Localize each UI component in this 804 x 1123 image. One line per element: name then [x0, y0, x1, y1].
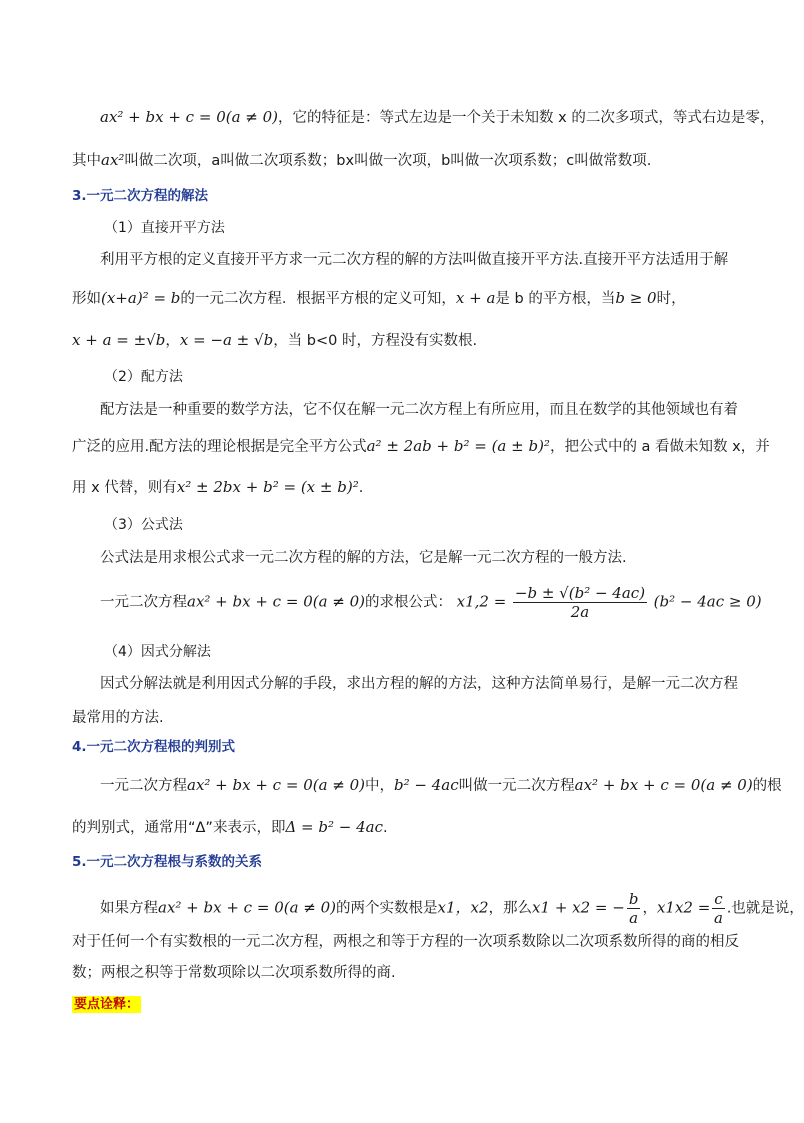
section-3-heading: 3.一元二次方程的解法	[72, 188, 209, 204]
vieta-line-1: 如果方程ax² + bx + c = 0(a ≠ 0)的两个实数根是x1，x2，那么x1 + x2 = − $\frac{b}{a}$ ，x1x2 = $\frac{c}{a}$ .也就是说，	[100, 890, 804, 927]
intro-line-2: 其中ax²叫做二次项，a叫做二次项系数；bx叫做一次项，b叫做一次项系数；c叫做常数项.	[72, 151, 652, 169]
method-1-line-2: 形如(x+a)² = b的一元二次方程．根据平方根的定义可知，x + a是 b 的平方根，当b ≥ 0时，	[72, 289, 686, 307]
quadratic-formula-fraction: $\frac{\text{−b ± √(b² − 4ac)}}{2a}$	[514, 584, 646, 621]
method-3-title: （3）公式法	[104, 517, 183, 533]
section-5-heading: 5.一元二次方程根与系数的关系	[72, 854, 263, 870]
method-1-line-1: 利用平方根的定义直接开平方求一元二次方程的解的方法叫做直接开平方法.直接开平方法适用于解	[100, 252, 729, 268]
method-2-line-1: 配方法是一种重要的数学方法，它不仅在解一元二次方程上有所应用，而且在数学的其他领域也有着	[100, 402, 738, 418]
method-2-line-2: 广泛的应用.配方法的理论根据是完全平方公式a² ± 2ab + b² = (a ± b)²，把公式中的 a 看做未知数 x，并	[72, 437, 770, 455]
method-2-title: （2）配方法	[104, 369, 183, 385]
method-2-line-3: 用 x 代替，则有x² ± 2bx + b² = (x ± b)².	[72, 478, 364, 496]
product-fraction: $\frac{c}{a}$	[714, 890, 723, 927]
intro-line-1: ax² + bx + c = 0(a ≠ 0)，它的特征是：等式左边是一个关于未知数 x 的二次多项式，等式右边是零，	[100, 108, 775, 126]
quadratic-formula-line: 一元二次方程ax² + bx + c = 0(a ≠ 0)的求根公式： x1,2 = $\frac{\text{−b ± √(b² − 4ac)}}{2a}$ (b² − 4ac ≥ 0)	[100, 584, 762, 621]
general-form-equation: ax² + bx + c = 0(a ≠ 0)	[100, 108, 279, 126]
method-4-line-2: 最常用的方法.	[72, 710, 164, 726]
sum-fraction: $\frac{b}{a}$	[628, 890, 639, 927]
vieta-line-3: 数；两根之积等于常数项除以二次项系数所得的商.	[72, 965, 396, 981]
key-points-label: 要点诠释：	[74, 997, 140, 1012]
method-1-title: （1）直接开平方法	[104, 220, 225, 236]
method-4-line-1: 因式分解法就是利用因式分解的手段，求出方程的解的方法，这种方法简单易行，是解一元二次方程	[100, 676, 738, 692]
method-3-line-1: 公式法是用求根公式求一元二次方程的解的方法，它是解一元二次方程的一般方法.	[100, 550, 627, 566]
method-4-title: （4）因式分解法	[104, 644, 211, 660]
discriminant-line-2: 的判别式，通常用“Δ”来表示，即Δ = b² − 4ac.	[72, 818, 388, 836]
method-1-line-3: x + a = ±√b，x = −a ± √b，当 b<0 时，方程没有实数根.	[72, 331, 478, 349]
section-4-heading: 4.一元二次方程根的判别式	[72, 739, 236, 755]
discriminant-line-1: 一元二次方程ax² + bx + c = 0(a ≠ 0)中，b² − 4ac叫做一元二次方程ax² + bx + c = 0(a ≠ 0)的根	[100, 776, 782, 794]
vieta-line-2: 对于任何一个有实数根的一元二次方程，两根之和等于方程的一次项系数除以二次项系数所得的商的相反	[72, 934, 739, 950]
